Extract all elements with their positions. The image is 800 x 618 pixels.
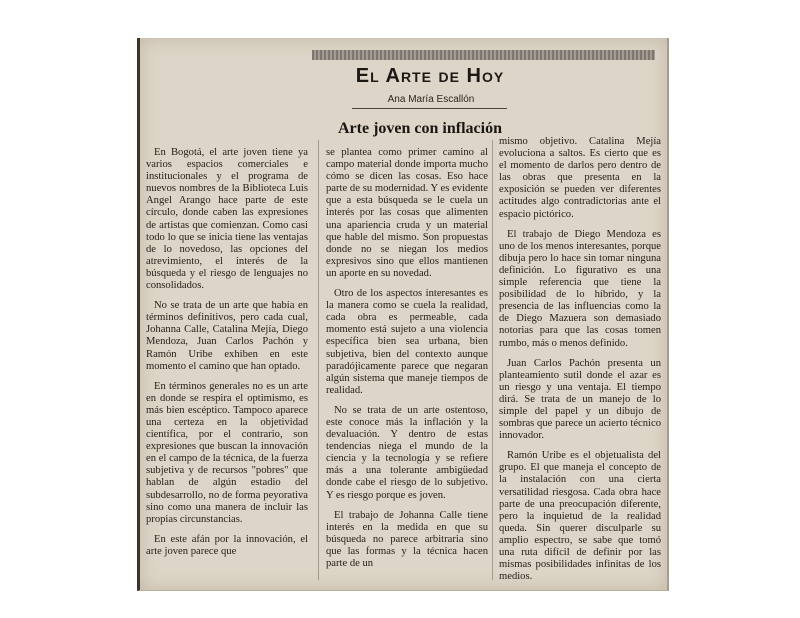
paragraph: se plantea como primer camino al campo material donde importa mucho cómo se dicen las cosas. Eso hace parte de su modernidad. Y es evidente que a esta búsqueda se le cuela un interés por las cosas que alimenten una apariencia cruda y un material que hable del mismo. Son propuestas donde no se niegan los medios expresivos sino que ellos mantienen un aporte en su novedad. <box>326 147 488 279</box>
column-divider <box>318 140 319 580</box>
paragraph: No se trata de un arte ostentoso, este conoce más la inflación y la devaluación. Y dentro de estas tendencias niega el mundo de la ciencia y la tecnología y se refiere más a una tolerante ambigüedad donde cabe el riesgo de lo subjetivo. Y es riesgo porque es joven. <box>326 404 488 501</box>
section-title: El Arte de Hoy <box>355 65 505 87</box>
article-headline: Arte joven con inflación <box>338 120 502 137</box>
paragraph: En términos generales no es un arte en donde se respira el optimismo, es más bien escéptico. Tampoco aparece una certeza en la objetividad científica, por el contrario, son expresiones que buscan la innovación en el campo de la técnica, de la fuerza subjetiva y de recursos "pobres" que hablan de algún estadio del subdesarrollo, no de forma peyorativa sino como una manera de incluir las propias circunstancias. <box>146 380 308 525</box>
column-divider <box>492 140 493 580</box>
author-byline: Ana María Escallón <box>387 94 475 105</box>
paragraph: Juan Carlos Pachón presenta un planteamiento sutil donde el azar es un riesgo y una ventaja. El tiempo dirá. Se trata de un manejo de lo simple del papel y un dibujo de sombras que parece un acierto técnico innovador. <box>499 357 661 442</box>
paragraph: En Bogotá, el arte joven tiene ya varios espacios comerciales e institucionales y el programa de nuevos nombres de la Biblioteca Luis Angel Arango hace parte de este círculo, donde caben las expresiones de artistas que comienzan. Como casi todo lo que se inicia tiene las ventajas de lo novedoso, las opciones del atrevimiento, el interés de la búsqueda y el riesgo de lenguajes no consolidados. <box>146 147 308 292</box>
paragraph: Ramón Uribe es el objetualista del grupo. El que maneja el concepto de la instalación con una cierta versatilidad riesgosa. Cada obra hace parte de una preocupación diferente, pero la inquietud de la realidad queda. Sin querer disculparle su amplio espectro, se sabe que tomó una ruta difícil de definir por las mismas posibilidades infinitas de los medios. <box>499 450 661 583</box>
paragraph: mismo objetivo. Catalina Mejía evoluciona a saltos. Es cierto que es el momento de darlos pero dentro de las obras que presenta en la exposición se pueden ver diferentes actitudes algo contradictorias ante el espacio pictórico. <box>499 136 661 220</box>
newspaper-clipping <box>137 38 669 591</box>
paragraph: El trabajo de Diego Mendoza es uno de los menos interesantes, porque dibuja pero lo hace sin tomar ninguna definición. Lo figurativo es una simple referencia que tiene la posibilidad de lo híbrido, y la presencia de las influencias como la de Diego Mazuera son demasiado notorias para que las cosas tomen rumbo, más o menos definido. <box>499 228 661 349</box>
paragraph: Otro de los aspectos interesantes es la manera como se cuela la realidad, cada obra es permeable, cada momento está sujeto a una violencia específica bien sea urbana, bien subjetiva, bien del contexto aunque paradójicamente parece que negaran algún sistema que maneje tiempos de realidad. <box>326 288 488 396</box>
article-column-2 <box>326 147 488 578</box>
paragraph: El trabajo de Johanna Calle tiene interés en la medida en que su búsqueda no parece arbitraria sino que las formas y la técnica hacen parte de un <box>326 509 488 569</box>
article-column-3 <box>499 136 661 591</box>
byline-rule <box>352 108 507 109</box>
paragraph: No se trata de un arte que había en términos definitivos, pero cada cual, Johanna Calle, Catalina Mejía, Diego Mendoza, Juan Carlos Pachón y Ramón Uribe exhiben en este momento el camino que han optado. <box>146 300 308 372</box>
paragraph: En este afán por la innovación, el arte joven parece que <box>146 533 308 557</box>
header-decorative-bar <box>312 50 655 60</box>
article-column-1 <box>146 147 308 566</box>
